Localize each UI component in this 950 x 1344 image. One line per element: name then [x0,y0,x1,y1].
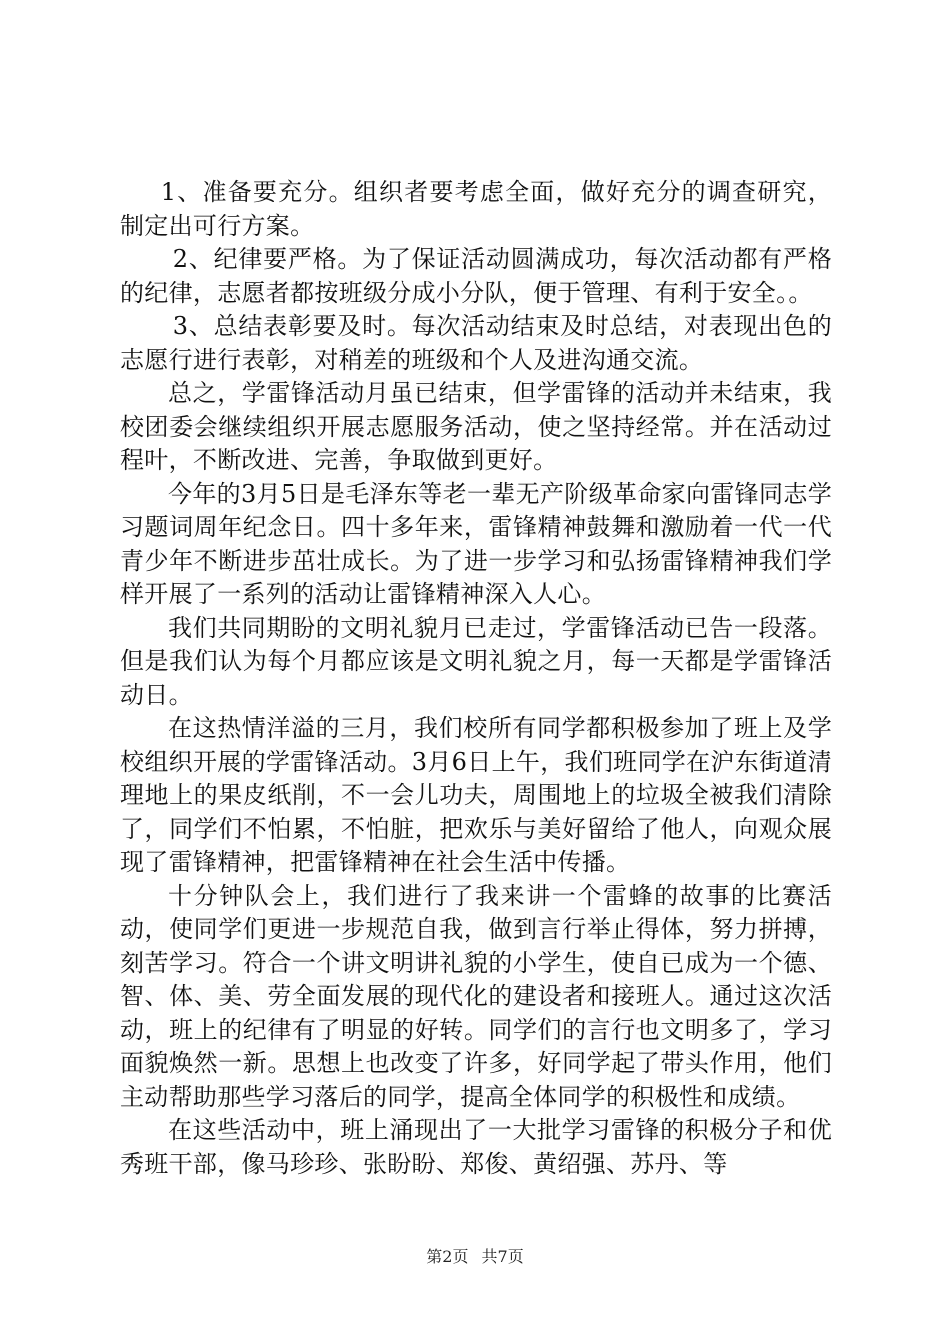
paragraph-8: 十分钟队会上，我们进行了我来讲一个雷蜂的故事的比赛活动，使同学们更进一步规范自我，做到言行举止得体，努力拼搏，刻苦学习。符合一个讲文明讲礼貌的小学生，使自已成为一个德、智、体、美、劳全面发展的现代化的建设者和接班人。通过这次活动，班上的纪律有了明显的好转。同学们的言行也文明多了，学习面貌焕然一新。思想上也改变了许多，好同学起了带头作用，他们主动帮助那些学习落后的同学，提高全体同学的积极性和成绩。 [120,881,832,1111]
paragraph-9: 在这些活动中，班上涌现出了一大批学习雷锋的积极分子和优秀班干部，像马珍珍、张盼盼、郑俊、黄绍强、苏丹、等 [120,1116,832,1178]
document-body [120,176,832,1181]
paragraph-3: 3、总结表彰要及时。每次活动结束及时总结，对表现出色的志愿行进行表彰，对稍差的班级和个人及进沟通交流。 [120,312,832,374]
paragraph-2: 2、纪律要严格。为了保证活动圆满成功，每次活动都有严格的纪律，志愿者都按班级分成小分队，便于管理、有利于安全。。 [120,245,832,307]
paragraph-6: 我们共同期盼的文明礼貌月已走过，学雷锋活动已告一段落。但是我们认为每个月都应该是文明礼貌之月，每一天都是学雷锋活动日。 [120,613,832,709]
page-footer [0,1244,950,1267]
paragraph-4: 总之，学雷锋活动月虽已结束，但学雷锋的活动并未结束，我校团委会继续组织开展志愿服务活动，使之坚持经常。并在活动过程叶，不断改进、完善，争取做到更好。 [120,379,832,474]
page-total: 共7页 [481,1247,524,1266]
paragraph-7: 在这热情洋溢的三月，我们校所有同学都积极参加了班上及学校组织开展的学雷锋活动。3月6日上午，我们班同学在沪东街道清理地上的果皮纸削，不一会儿功夫，周围地上的垃圾全被我们清除了，同学们不怕累，不怕脏，把欢乐与美好留给了他人，向观众展现了雷锋精神，把雷锋精神在社会生活中传播。 [120,714,832,876]
paragraph-5: 今年的3月5日是毛泽东等老一辈无产阶级革命家向雷锋同志学习题词周年纪念日。四十多年来，雷锋精神鼓舞和激励着一代一代青少年不断进步茁壮成长。为了进一步学习和弘扬雷锋精神我们学样开展了一系列的活动让雷锋精神深入人心。 [120,479,832,608]
page-number: 第2页 [426,1247,469,1266]
paragraph-1: 1、准备要充分。组织者要考虑全面，做好充分的调查研究，制定出可行方案。 [120,178,832,240]
